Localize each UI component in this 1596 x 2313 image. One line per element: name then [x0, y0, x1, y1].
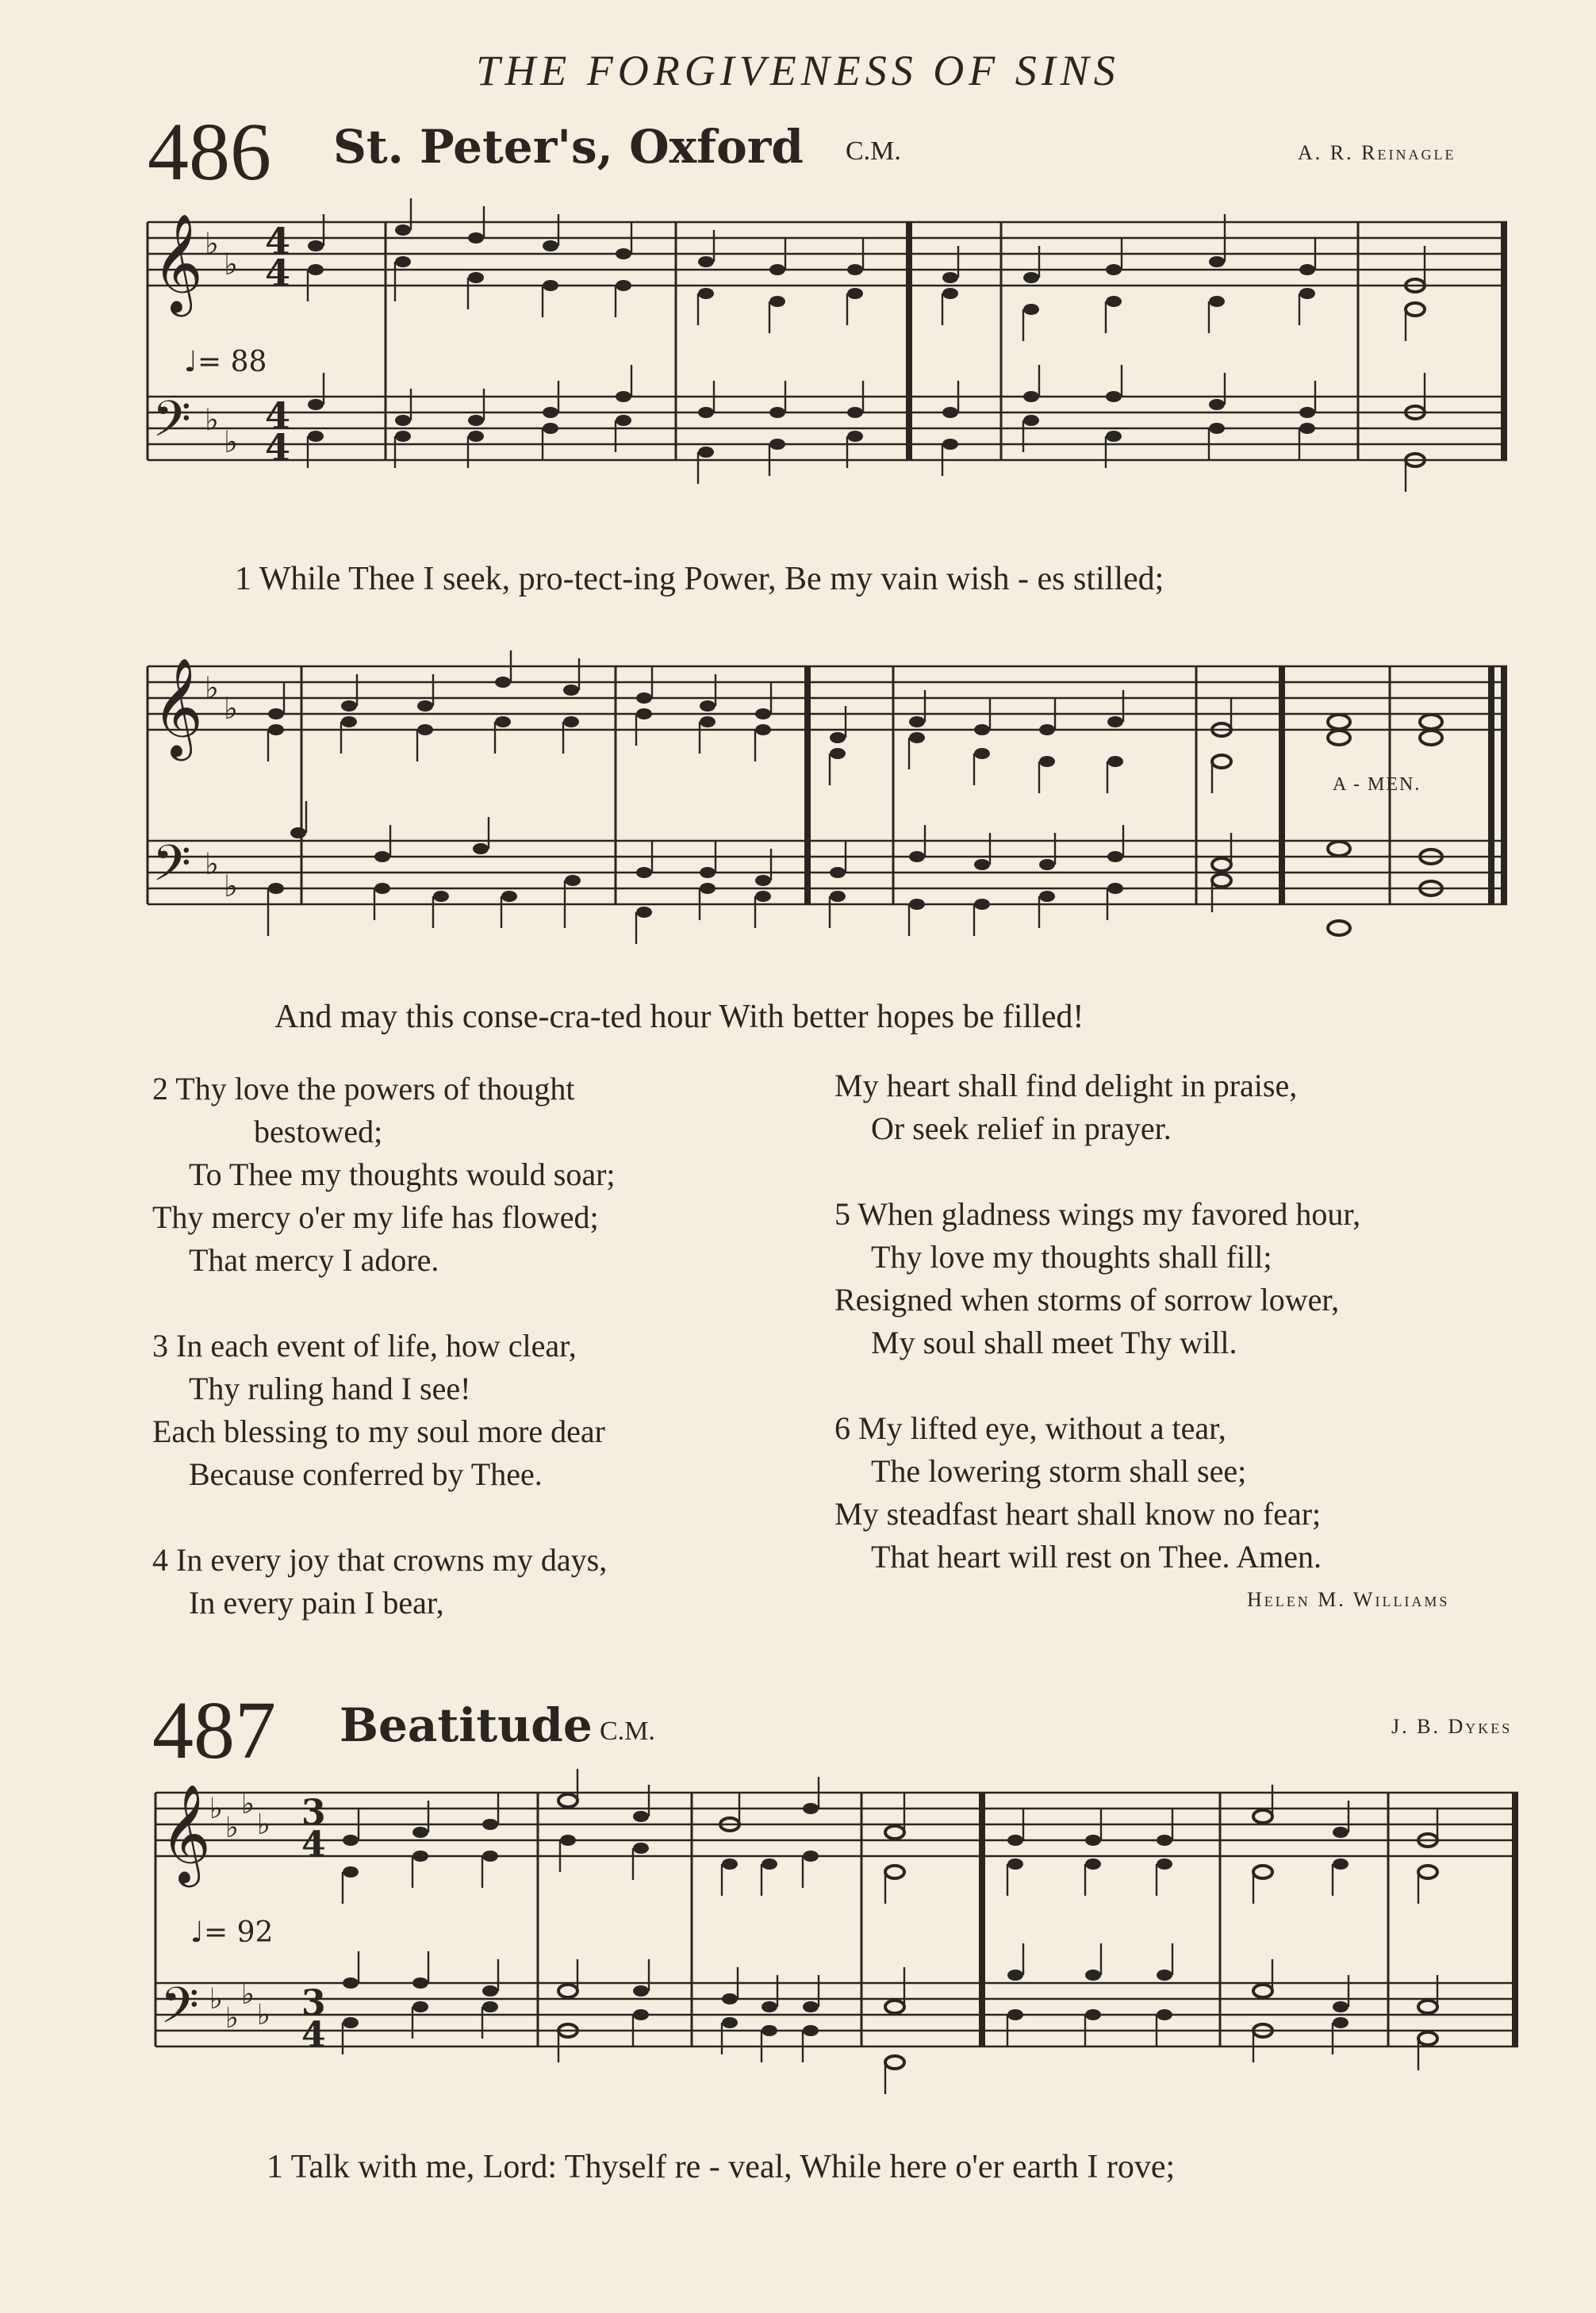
verse-6 — [834, 1407, 1360, 1578]
note-head — [885, 2000, 904, 2013]
note-head — [468, 232, 484, 244]
note-head — [1085, 2009, 1101, 2020]
note-head — [762, 1858, 777, 1870]
verse-5 — [834, 1193, 1360, 1364]
note-head — [803, 2025, 819, 2036]
note-head — [1333, 2017, 1349, 2028]
note-head — [1106, 391, 1122, 402]
note-head — [341, 700, 357, 712]
note-head — [1209, 423, 1225, 434]
treble-clef-icon: 𝄞 — [152, 213, 203, 313]
note-head — [395, 431, 411, 442]
verse-line: Thy mercy o'er my life has flowed; — [152, 1199, 599, 1235]
note-head — [1209, 256, 1225, 267]
note-head — [847, 431, 863, 442]
verse-line: Thy ruling hand I see! — [189, 1371, 471, 1406]
note-head — [473, 843, 489, 854]
note-head — [495, 677, 511, 688]
note-head — [412, 1851, 428, 1862]
composer: A. R. Reinagle — [1298, 141, 1456, 164]
note-head — [543, 280, 558, 291]
note-head — [1107, 851, 1123, 862]
verse-line: That mercy I adore. — [189, 1242, 439, 1278]
note-head — [1106, 296, 1122, 307]
note-head — [769, 439, 785, 450]
note-head — [308, 264, 324, 275]
note-head — [1328, 842, 1350, 856]
verses-right-column — [834, 1064, 1360, 1578]
tune-name: St. Peter's, Oxford — [333, 120, 804, 174]
time-signature: 4 — [265, 220, 291, 263]
note-head — [885, 1866, 904, 1878]
flat-icon: ♭ — [224, 247, 238, 282]
note-head — [755, 708, 771, 719]
note-head — [563, 716, 579, 727]
note-head — [1085, 1858, 1101, 1870]
note-head — [343, 1977, 359, 1989]
note-head — [558, 1794, 577, 1807]
time-signature: 4 — [301, 2015, 326, 2055]
verse-line: Or seek relief in prayer. — [871, 1110, 1172, 1146]
note-head — [268, 724, 284, 735]
note-head — [616, 391, 631, 402]
note-head — [417, 700, 433, 712]
flat-icon: ♭ — [205, 402, 219, 437]
note-head — [1157, 1835, 1172, 1846]
note-head — [1420, 731, 1442, 745]
note-head — [482, 1985, 498, 1997]
note-head — [1106, 264, 1122, 275]
note-head — [343, 1835, 359, 1846]
note-head — [1418, 2032, 1437, 2045]
hymn-number: 486 — [148, 106, 271, 198]
tune-name: Beatitude — [340, 1698, 593, 1752]
flat-icon: ♭ — [224, 869, 238, 903]
music-system-486-1 — [0, 198, 1596, 516]
note-head — [1253, 1810, 1272, 1823]
note-head — [1299, 407, 1315, 418]
note-head — [1157, 2009, 1172, 2020]
verse-line: 2 Thy love the powers of thought — [152, 1071, 575, 1107]
note-head — [1106, 431, 1122, 442]
note-head — [374, 883, 390, 894]
note-head — [942, 439, 958, 450]
note-head — [755, 891, 771, 902]
note-head — [885, 1826, 904, 1839]
note-head — [1157, 1858, 1172, 1870]
notes — [308, 198, 1425, 492]
flat-icon: ♭ — [209, 1983, 223, 2016]
verse-4 — [152, 1539, 616, 1624]
verse-line: In every pain I bear, — [189, 1585, 444, 1621]
note-head — [722, 1858, 738, 1870]
note-head — [633, 1811, 649, 1822]
note-head — [974, 748, 990, 759]
note-head — [636, 692, 652, 704]
note-head — [1209, 399, 1225, 410]
note-head — [1212, 858, 1231, 871]
note-head — [543, 423, 558, 434]
verse-line: My steadfast heart shall know no fear; — [834, 1496, 1322, 1532]
time-signature: 4 — [301, 1824, 326, 1865]
note-head — [563, 685, 579, 696]
note-head — [1157, 1970, 1172, 1981]
note-head — [395, 256, 411, 267]
note-head — [374, 851, 390, 862]
note-head — [1023, 415, 1039, 426]
note-head — [909, 732, 925, 743]
notes — [343, 1769, 1437, 2094]
note-head — [1023, 304, 1039, 315]
note-head — [769, 296, 785, 307]
note-head — [909, 716, 925, 727]
note-head — [343, 2017, 359, 2028]
time-signature: 4 — [265, 394, 291, 437]
note-head — [565, 875, 581, 886]
flat-icon: ♭ — [205, 670, 219, 705]
note-head — [1039, 724, 1055, 735]
flat-icon: ♭ — [241, 1978, 255, 2011]
note-head — [616, 280, 631, 291]
note-head — [1333, 1827, 1349, 1838]
note-head — [1299, 264, 1315, 275]
note-head — [909, 899, 925, 910]
note-head — [1007, 1858, 1023, 1870]
note-head — [616, 415, 631, 426]
note-head — [482, 1851, 498, 1862]
note-head — [974, 724, 990, 735]
note-head — [482, 1819, 498, 1830]
note-head — [501, 891, 517, 902]
verse-line: My heart shall find delight in praise, — [834, 1068, 1298, 1103]
note-head — [698, 407, 714, 418]
verse-line: 5 When gladness wings my favored hour, — [834, 1196, 1361, 1232]
note-head — [1212, 755, 1231, 768]
verse-line: 6 My lifted eye, without a tear, — [834, 1410, 1226, 1446]
note-head — [769, 264, 785, 275]
note-head — [636, 867, 652, 878]
verse-line: My soul shall meet Thy will. — [871, 1325, 1237, 1360]
note-head — [1085, 1970, 1101, 1981]
note-head — [698, 256, 714, 267]
tempo-marking: ♩= 92 — [190, 1916, 274, 1949]
music-system-487-1 — [0, 1769, 1596, 2102]
note-head — [1023, 391, 1039, 402]
note-head — [1007, 1970, 1023, 1981]
note-head — [468, 415, 484, 426]
verse-line: Resigned when storms of sorrow lower, — [834, 1282, 1340, 1318]
note-head — [830, 732, 846, 743]
note-head — [1039, 859, 1055, 870]
note-head — [560, 1835, 576, 1846]
verse-line: To Thee my thoughts would soar; — [189, 1156, 616, 1192]
running-title: THE FORGIVENESS OF SINS — [476, 47, 1120, 94]
lyric-line: 1 Talk with me, Lord: Thyself re - veal, While here o'er earth I rove; — [267, 2149, 1176, 2185]
bass-clef-icon: 𝄢 — [160, 1976, 199, 2046]
note-head — [762, 2025, 777, 2036]
note-head — [633, 1985, 649, 1997]
note-head — [1333, 1858, 1349, 1870]
note-head — [974, 899, 990, 910]
author: Helen M. Williams — [1247, 1588, 1450, 1611]
note-head — [830, 867, 846, 878]
note-head — [1107, 883, 1123, 894]
hymn-number: 487 — [152, 1685, 276, 1776]
note-head — [412, 2001, 428, 2012]
verse-line: 4 In every joy that crowns my days, — [152, 1542, 608, 1578]
note-head — [543, 240, 558, 251]
note-head — [290, 827, 306, 838]
note-head — [974, 859, 990, 870]
note-head — [1406, 303, 1425, 316]
time-signature: 3 — [301, 1793, 326, 1833]
note-head — [942, 272, 958, 283]
note-head — [722, 1993, 738, 2004]
note-head — [1039, 891, 1055, 902]
note-head — [1039, 756, 1055, 767]
note-head — [341, 716, 357, 727]
note-head — [942, 407, 958, 418]
note-head — [343, 1866, 359, 1878]
flat-icon: ♭ — [209, 1793, 223, 1825]
note-head — [636, 708, 652, 719]
flat-icon: ♭ — [241, 1788, 255, 1820]
note-head — [543, 407, 558, 418]
note-head — [847, 264, 863, 275]
lyric-line: 1 While Thee I seek, pro-tect-ing Power, Be my vain wish - es stilled; — [235, 561, 1164, 597]
verse-line: Because conferred by Thee. — [189, 1456, 543, 1492]
flat-icon: ♭ — [257, 1809, 270, 1841]
note-head — [468, 431, 484, 442]
flat-icon: ♭ — [257, 1999, 270, 2031]
note-head — [1253, 1985, 1272, 1997]
note-head — [698, 447, 714, 458]
verse-line: Each blessing to my soul more dear — [152, 1414, 605, 1449]
note-head — [633, 1843, 649, 1854]
note-head — [1212, 874, 1231, 887]
note-head — [1107, 716, 1123, 727]
tempo-marking: ♩= 88 — [184, 346, 267, 378]
note-head — [1253, 1866, 1272, 1878]
note-head — [1299, 423, 1315, 434]
note-head — [616, 248, 631, 259]
note-head — [698, 288, 714, 299]
treble-clef-icon: 𝄞 — [160, 1784, 211, 1883]
note-head — [495, 716, 511, 727]
note-head — [1418, 1866, 1437, 1878]
note-head — [417, 724, 433, 735]
note-head — [1333, 2001, 1349, 2012]
bass-clef-icon: 𝄢 — [152, 834, 191, 904]
note-head — [1420, 715, 1442, 729]
verse-2 — [152, 1068, 616, 1282]
note-head — [1328, 731, 1350, 745]
flat-icon: ♭ — [224, 691, 238, 726]
note-head — [700, 700, 716, 712]
verse-line: Thy love my thoughts shall fill; — [871, 1239, 1272, 1275]
note-head — [268, 708, 284, 719]
note-head — [395, 415, 411, 426]
note-head — [412, 1977, 428, 1989]
flat-icon: ♭ — [205, 846, 219, 881]
note-head — [722, 2017, 738, 2028]
time-signature: 4 — [265, 426, 291, 469]
note-head — [395, 224, 411, 236]
note-head — [558, 1985, 577, 1997]
notes — [268, 650, 1442, 944]
verse-3 — [152, 1325, 616, 1496]
note-head — [308, 399, 324, 410]
note-head — [1299, 288, 1315, 299]
note-head — [803, 2001, 819, 2012]
note-head — [700, 883, 716, 894]
time-signature: 3 — [301, 1983, 326, 2023]
treble-staff — [148, 222, 1507, 286]
note-head — [885, 2056, 904, 2069]
note-head — [909, 851, 925, 862]
verse-line: 3 In each event of life, how clear, — [152, 1328, 577, 1364]
note-head — [308, 431, 324, 442]
flat-icon: ♭ — [225, 1812, 239, 1844]
verse-line: The lowering storm shall see; — [871, 1453, 1247, 1489]
composer: J. B. Dykes — [1391, 1715, 1513, 1738]
bass-clef-icon: 𝄢 — [152, 389, 191, 460]
treble-clef-icon: 𝄞 — [152, 658, 203, 757]
note-head — [482, 2001, 498, 2012]
note-head — [803, 1803, 819, 1814]
note-head — [762, 2001, 777, 2012]
note-head — [847, 407, 863, 418]
note-head — [412, 1827, 428, 1838]
note-head — [755, 724, 771, 735]
verse-4-continued — [834, 1064, 1360, 1150]
note-head — [636, 907, 652, 918]
note-head — [700, 867, 716, 878]
note-head — [942, 288, 958, 299]
verse-line: bestowed; — [254, 1114, 383, 1149]
note-head — [308, 240, 324, 251]
note-head — [830, 748, 846, 759]
note-head — [633, 2009, 649, 2020]
note-head — [1107, 756, 1123, 767]
note-head — [1418, 2000, 1437, 2013]
note-head — [847, 288, 863, 299]
amen-label: A - MEN. — [1333, 774, 1421, 795]
lyric-line: And may this conse-cra-ted hour With better hopes be filled! — [274, 999, 1084, 1035]
note-head — [830, 891, 846, 902]
note-head — [433, 891, 449, 902]
note-head — [1007, 2009, 1023, 2020]
verses-left-column — [152, 1068, 616, 1624]
note-head — [1209, 296, 1225, 307]
note-head — [1023, 272, 1039, 283]
note-head — [1328, 921, 1350, 935]
note-head — [1007, 1835, 1023, 1846]
note-head — [769, 407, 785, 418]
note-head — [468, 272, 484, 283]
flat-icon: ♭ — [225, 2002, 239, 2035]
meter: C.M. — [846, 136, 901, 166]
verse-line: That heart will rest on Thee. Amen. — [871, 1539, 1322, 1575]
note-head — [700, 716, 716, 727]
meter: C.M. — [600, 1717, 655, 1746]
note-head — [1085, 1835, 1101, 1846]
note-head — [755, 875, 771, 886]
note-head — [1328, 715, 1350, 729]
note-head — [803, 1851, 819, 1862]
time-signature: 4 — [265, 251, 291, 294]
flat-icon: ♭ — [224, 424, 238, 459]
flat-icon: ♭ — [205, 226, 219, 261]
note-head — [268, 883, 284, 894]
